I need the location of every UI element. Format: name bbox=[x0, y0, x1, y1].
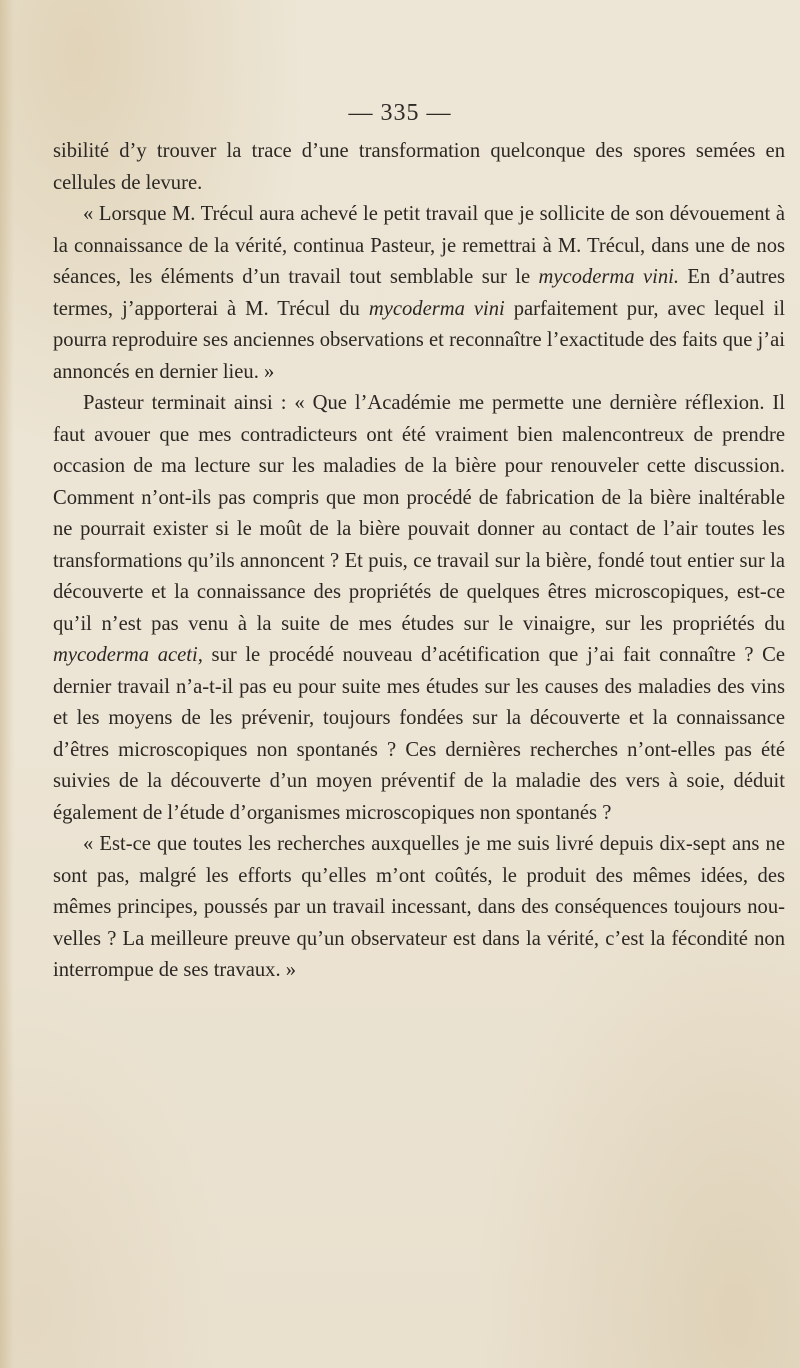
text-run: sibilité d’y trouver la trace d’une transformation quelconque des spores semées en cellules de levure. bbox=[53, 140, 785, 194]
page-edge-shadow bbox=[0, 0, 14, 1368]
italic-term: mycoderma aceti, bbox=[53, 644, 203, 666]
body-text bbox=[53, 136, 785, 987]
paragraph-2 bbox=[53, 199, 785, 388]
italic-term: mycoderma vini bbox=[368, 297, 505, 320]
paragraph-3 bbox=[53, 388, 785, 829]
text-run: « Est-ce que toutes les recherches auxquelles je me suis livré depuis dix-sept ans ne sont pas, malgré les efforts qu’elles m’ont coûtés, le produit des mêmes idées, des mêmes principes, poussés par un travail incessant, dans des conséquences toujours nouvelles ? La meilleure preuve qu’un observateur est dans la vérité, c’est la fécondité non interrompue de ses travaux. » bbox=[53, 833, 785, 981]
italic-term: mycoderma vini. bbox=[538, 266, 680, 288]
text-run: sur le procédé nouveau d’acétification que j’ai fait connaître ? Ce dernier travail n’a-t-il pas eu pour suite mes études sur les causes des maladies des vins et les moyens de les prévenir, toujours fondées sur la découverte et la connaissance d’êtres microscopiques non spontanés ? Ces dernières recherches n’ont-elles pas été suivies de la découverte d’un moyen préventif de la maladie des vers à soie, déduit également de l’étude d’organismes microscopiques non spontanés ? bbox=[53, 644, 786, 824]
text-run: En d’autres termes, j’apporterai à M. Trécul du bbox=[53, 266, 786, 320]
paragraph-4 bbox=[53, 829, 785, 987]
paragraph-1 bbox=[53, 136, 785, 199]
page-number: — 335 — bbox=[348, 100, 452, 126]
text-run: « Lorsque M. Trécul aura achevé le petit travail que je sollicite de son dévouement à la connaissance de la vérité, continua Pasteur, je remettrai à M. Trécul, dans une de nos séances, les éléments d’un travail tout semblable sur le bbox=[53, 203, 785, 288]
text-run: parfaitement pur, avec lequel il pourra reproduire ses anciennes observations et reconnaître l’exactitude des faits que j’ai annoncés en dernier lieu. » bbox=[53, 297, 785, 383]
text-run: Pasteur terminait ainsi : « Que l’Académie me permette une dernière réflexion. Il faut avouer que mes contradicteurs ont été vraiment bien malencontreux de prendre occasion de ma lecture sur les maladies de la bière pour renouveler cette discussion. Comment n’ont-ils pas compris que mon procédé de fabrication de la bière inaltérable ne pourrait exister si le moût de la bière pouvait donner au contact de l’air toutes les transformations qu’ils annoncent ? Et puis, ce travail sur la bière, fondé tout entier sur la découverte et la connaissance des propriétés de quelques êtres microscopiques, est-ce qu’il n’est pas venu à la suite de mes études sur le vinaigre, sur les propriétés du bbox=[53, 392, 785, 635]
